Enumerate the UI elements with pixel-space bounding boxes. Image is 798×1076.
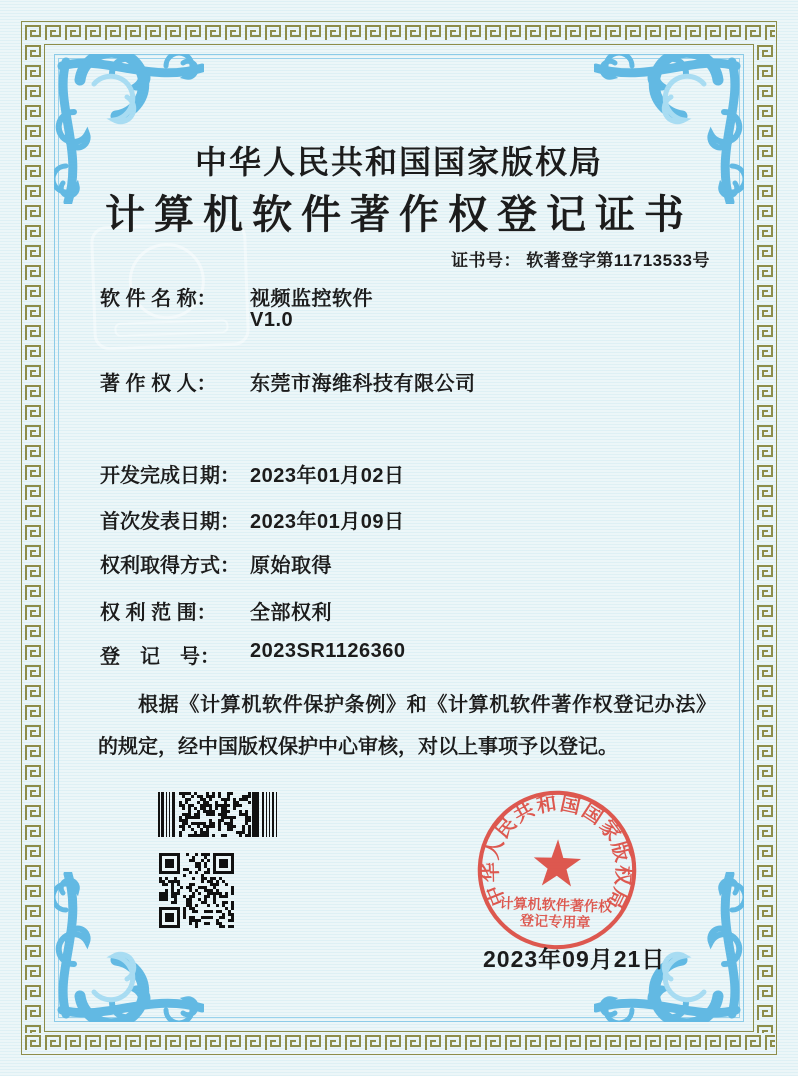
field-label: 权利取得方式： bbox=[100, 555, 240, 577]
field-label: 首次发表日期： bbox=[100, 511, 240, 533]
field-copyright-owner bbox=[100, 367, 748, 393]
seal-ring-text: 中华人民共和国国家版权局 bbox=[480, 792, 635, 914]
field-rights-acquisition bbox=[100, 549, 748, 575]
field-software-version bbox=[100, 309, 748, 335]
field-value: 视频监控软件 bbox=[250, 288, 373, 310]
field-label: 登 记 号： bbox=[100, 646, 220, 668]
certificate-number-value: 软著登字第11713533号 bbox=[526, 251, 710, 270]
certificate-number bbox=[451, 246, 710, 271]
registration-statement: 根据《计算机软件保护条例》和《计算机软件著作权登记办法》的规定，经中国版权保护中心审核，对以上事项予以登记。 bbox=[98, 694, 716, 758]
certificate-number-label: 证书号： bbox=[451, 251, 522, 270]
field-value: V1.0 bbox=[250, 309, 294, 331]
field-label: 软 件 名 称： bbox=[100, 288, 217, 310]
field-dev-complete-date bbox=[100, 459, 748, 485]
field-registration-number bbox=[100, 640, 748, 666]
field-value: 全部权利 bbox=[250, 602, 332, 624]
official-seal bbox=[471, 784, 643, 956]
barcode-1d-icon bbox=[158, 792, 278, 838]
seal-caption-line1: 计算机软件著作权 bbox=[499, 894, 613, 915]
field-label: 著 作 权 人： bbox=[100, 373, 217, 395]
field-value: 原始取得 bbox=[250, 555, 332, 577]
field-value: 2023年01月09日 bbox=[250, 511, 405, 533]
field-value: 2023SR1126360 bbox=[250, 640, 406, 662]
seal-caption-line2: 登记专用章 bbox=[519, 912, 591, 931]
qr-code-icon bbox=[159, 853, 234, 928]
field-label: 开发完成日期： bbox=[100, 465, 240, 487]
certificate-title: 计算机软件著作权登记证书 bbox=[105, 192, 693, 237]
field-label: 权 利 范 围： bbox=[100, 602, 217, 624]
field-software-name bbox=[100, 282, 748, 308]
star-icon bbox=[533, 838, 582, 886]
field-first-publish-date bbox=[100, 505, 748, 531]
issue-date: 2023年09月21日 bbox=[483, 946, 666, 972]
field-value: 2023年01月02日 bbox=[250, 465, 405, 487]
field-rights-scope bbox=[100, 596, 748, 622]
authority-title: 中华人民共和国国家版权局 bbox=[194, 144, 603, 180]
field-value: 东莞市海维科技有限公司 bbox=[250, 373, 476, 395]
